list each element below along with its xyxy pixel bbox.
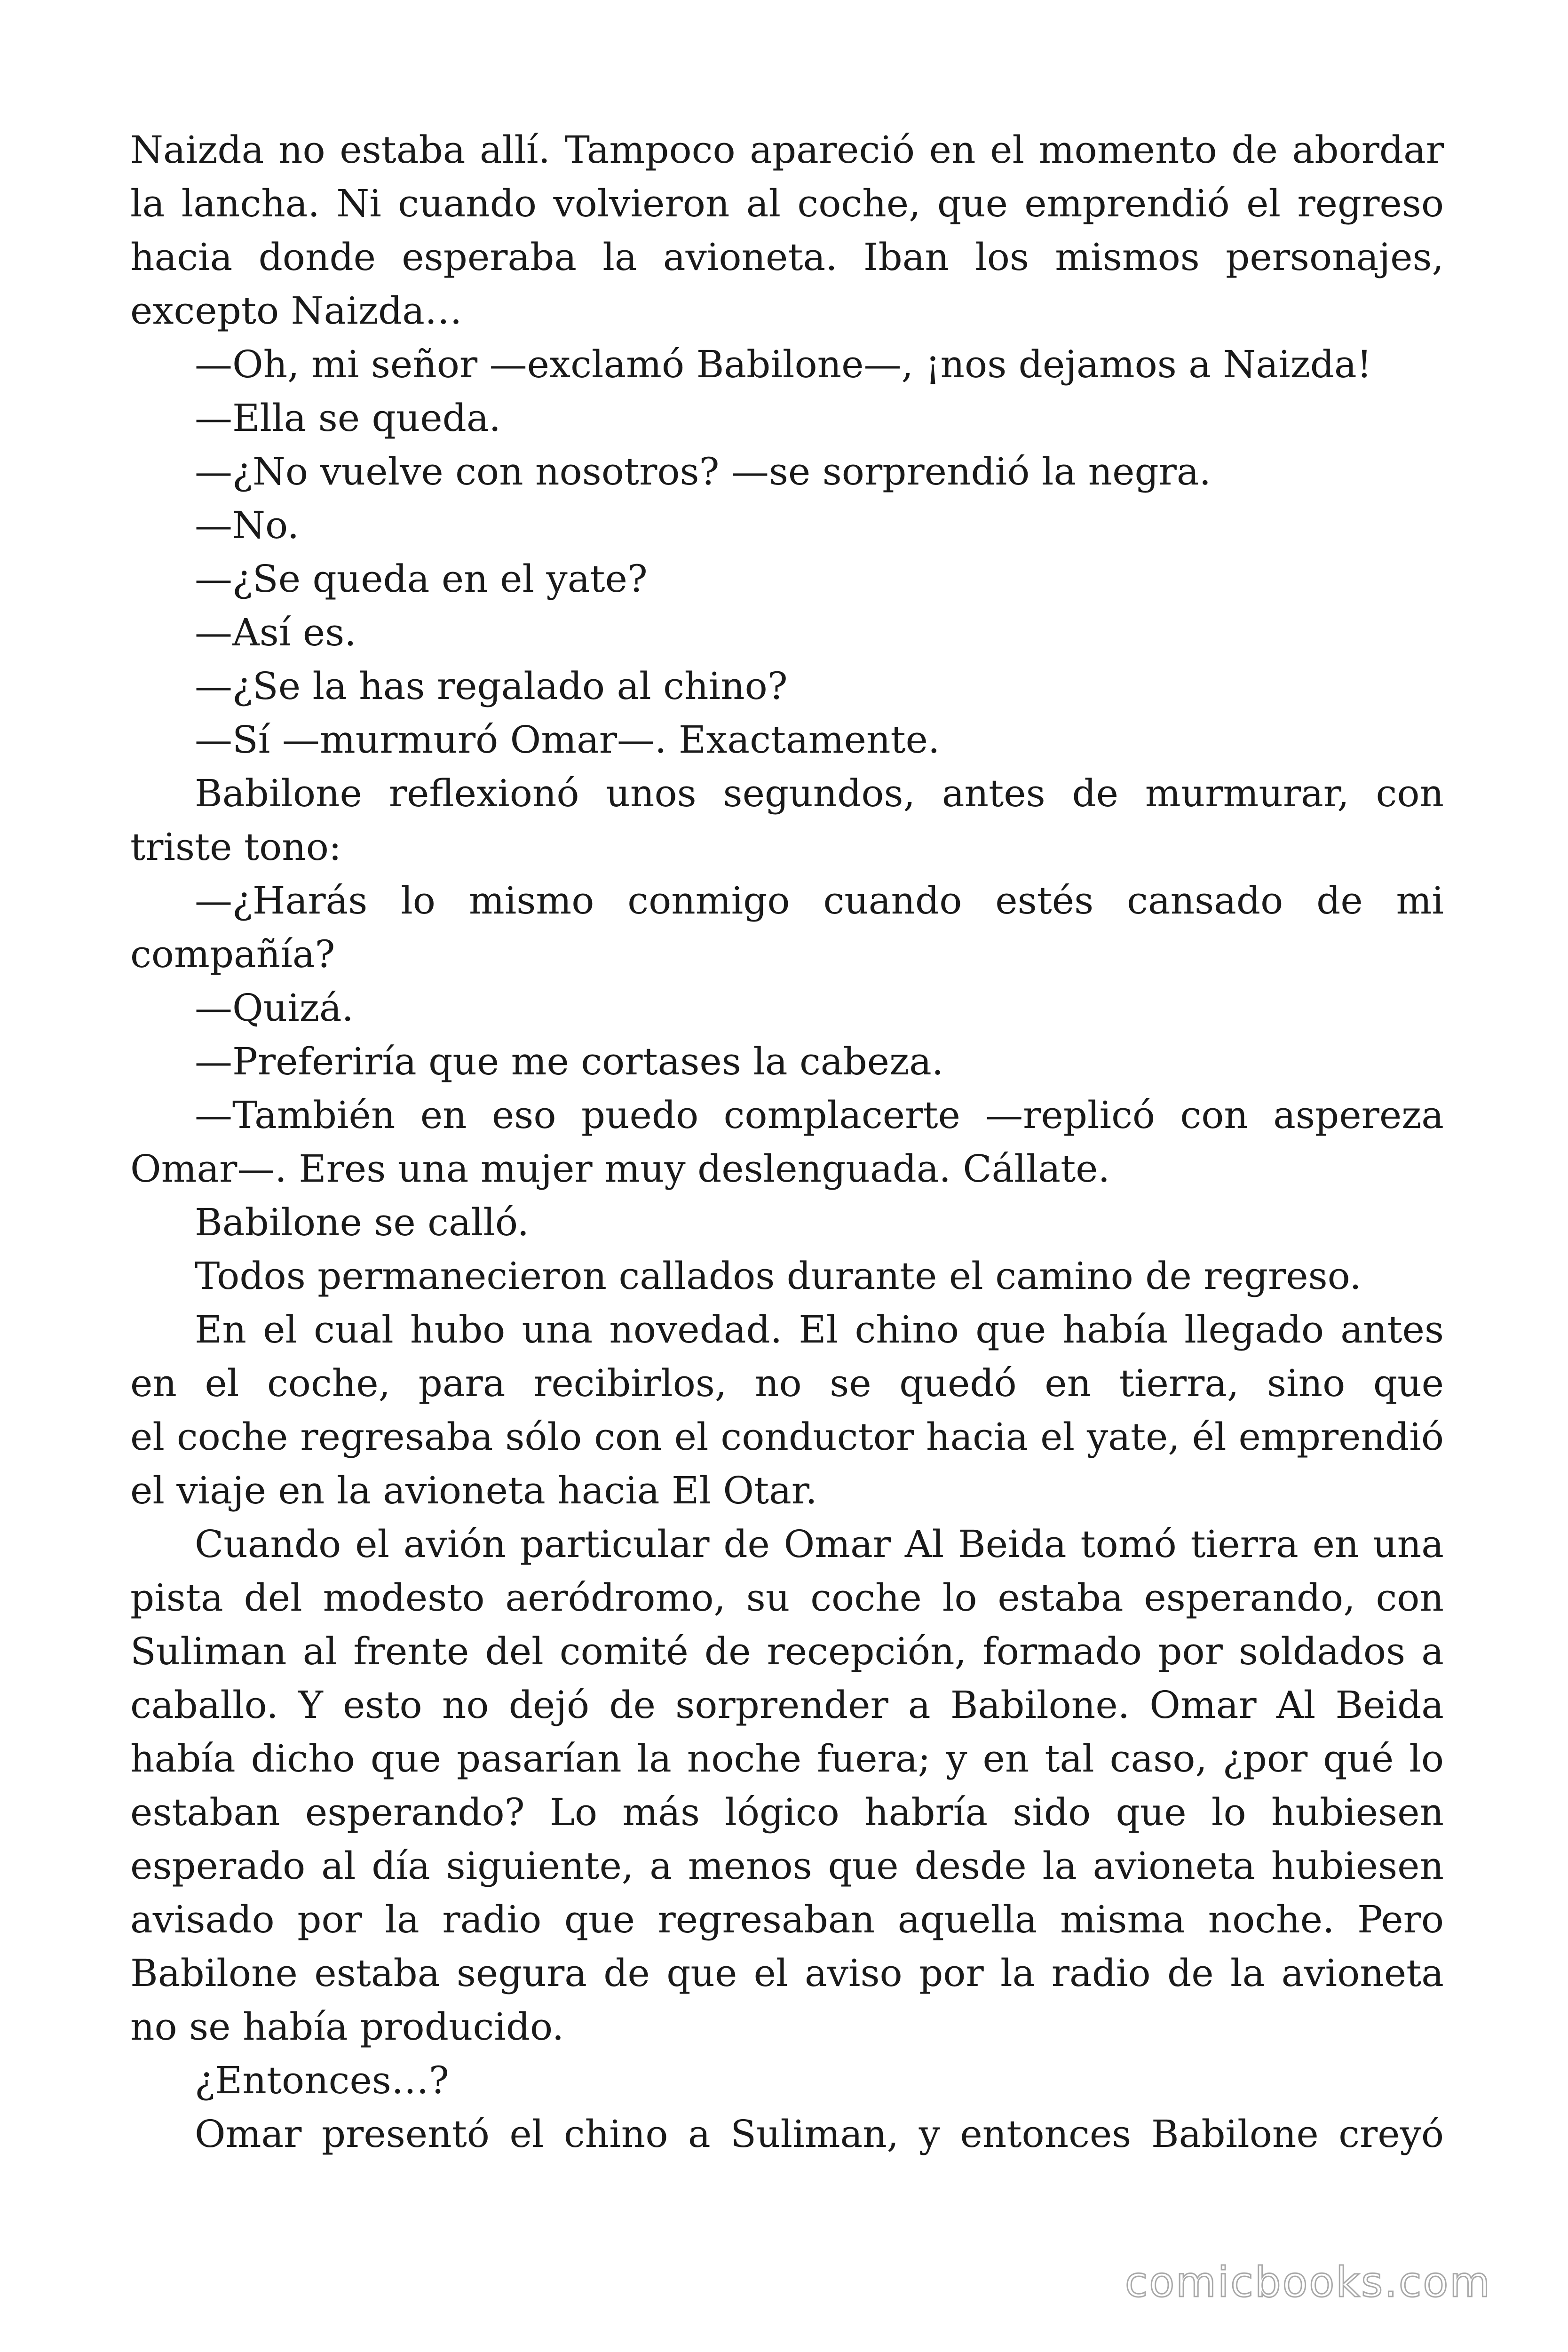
text-line: compañía? xyxy=(130,932,335,976)
text-line: Babilone estaba segura de que el aviso por la radio de la avioneta xyxy=(130,1951,1444,1995)
text-line: —¿Harás lo mismo conmigo cuando estés cansado de mi xyxy=(195,879,1444,922)
text-line: la lancha. Ni cuando volvieron al coche, que emprendió el regreso xyxy=(130,182,1444,225)
text-line: estaban esperando? Lo más lógico habría sido que lo hubiesen xyxy=(130,1790,1444,1834)
text-line: —Preferiría que me cortases la cabeza. xyxy=(195,1040,944,1083)
text-line: triste tono: xyxy=(130,825,341,869)
text-line: —¿Se la has regalado al chino? xyxy=(195,664,788,708)
text-line: Babilone se calló. xyxy=(195,1200,530,1244)
text-line: en el coche, para recibirlos, no se quedó en tierra, sino que xyxy=(130,1361,1444,1405)
text-line: Suliman al frente del comité de recepción, formado por soldados a xyxy=(130,1629,1444,1673)
text-line: —Quizá. xyxy=(195,986,354,1030)
text-line: —¿Se queda en el yate? xyxy=(195,557,648,601)
text-line: Todos permanecieron callados durante el camino de regreso. xyxy=(195,1254,1362,1298)
watermark-logo: comicbooks.com xyxy=(1125,2258,1491,2306)
text-line: —Sí —murmuró Omar—. Exactamente. xyxy=(195,718,940,762)
text-line: caballo. Y esto no dejó de sorprender a Babilone. Omar Al Beida xyxy=(130,1683,1444,1727)
text-line: pista del modesto aeródromo, su coche lo estaba esperando, con xyxy=(130,1576,1444,1620)
text-line: ¿Entonces…? xyxy=(195,2058,449,2102)
text-line: Naizda no estaba allí. Tampoco apareció en el momento de abordar xyxy=(130,128,1444,172)
text-line: Omar—. Eres una mujer muy deslenguada. Cállate. xyxy=(130,1147,1110,1191)
text-line: el viaje en la avioneta hacia El Otar. xyxy=(130,1469,817,1512)
text-line: Babilone reflexionó unos segundos, antes de murmurar, con xyxy=(195,771,1444,815)
text-line: —También en eso puedo complacerte —replicó con aspereza xyxy=(195,1093,1444,1137)
text-line: no se había producido. xyxy=(130,2005,564,2049)
text-line: —¿No vuelve con nosotros? —se sorprendió la negra. xyxy=(195,450,1212,493)
text-line: excepto Naizda… xyxy=(130,289,462,333)
text-line: Cuando el avión particular de Omar Al Beida tomó tierra en una xyxy=(195,1522,1444,1566)
text-line: Omar presentó el chino a Suliman, y entonces Babilone creyó xyxy=(195,2112,1444,2156)
page-body xyxy=(130,123,1444,2161)
text-line: el coche regresaba sólo con el conductor hacia el yate, él emprendió xyxy=(130,1415,1444,1459)
text-line: esperado al día siguiente, a menos que desde la avioneta hubiesen xyxy=(130,1844,1444,1888)
text-line: En el cual hubo una novedad. El chino que había llegado antes xyxy=(195,1308,1444,1351)
text-line: —Así es. xyxy=(195,611,356,654)
text-line: —No. xyxy=(195,503,300,547)
text-line: —Oh, mi señor —exclamó Babilone—, ¡nos dejamos a Naizda! xyxy=(195,342,1372,386)
text-line: hacia donde esperaba la avioneta. Iban los mismos personajes, xyxy=(130,235,1444,279)
text-line: —Ella se queda. xyxy=(195,396,501,440)
text-line: avisado por la radio que regresaban aquella misma noche. Pero xyxy=(130,1898,1444,1941)
text-line: había dicho que pasarían la noche fuera; y en tal caso, ¿por qué lo xyxy=(130,1737,1444,1780)
